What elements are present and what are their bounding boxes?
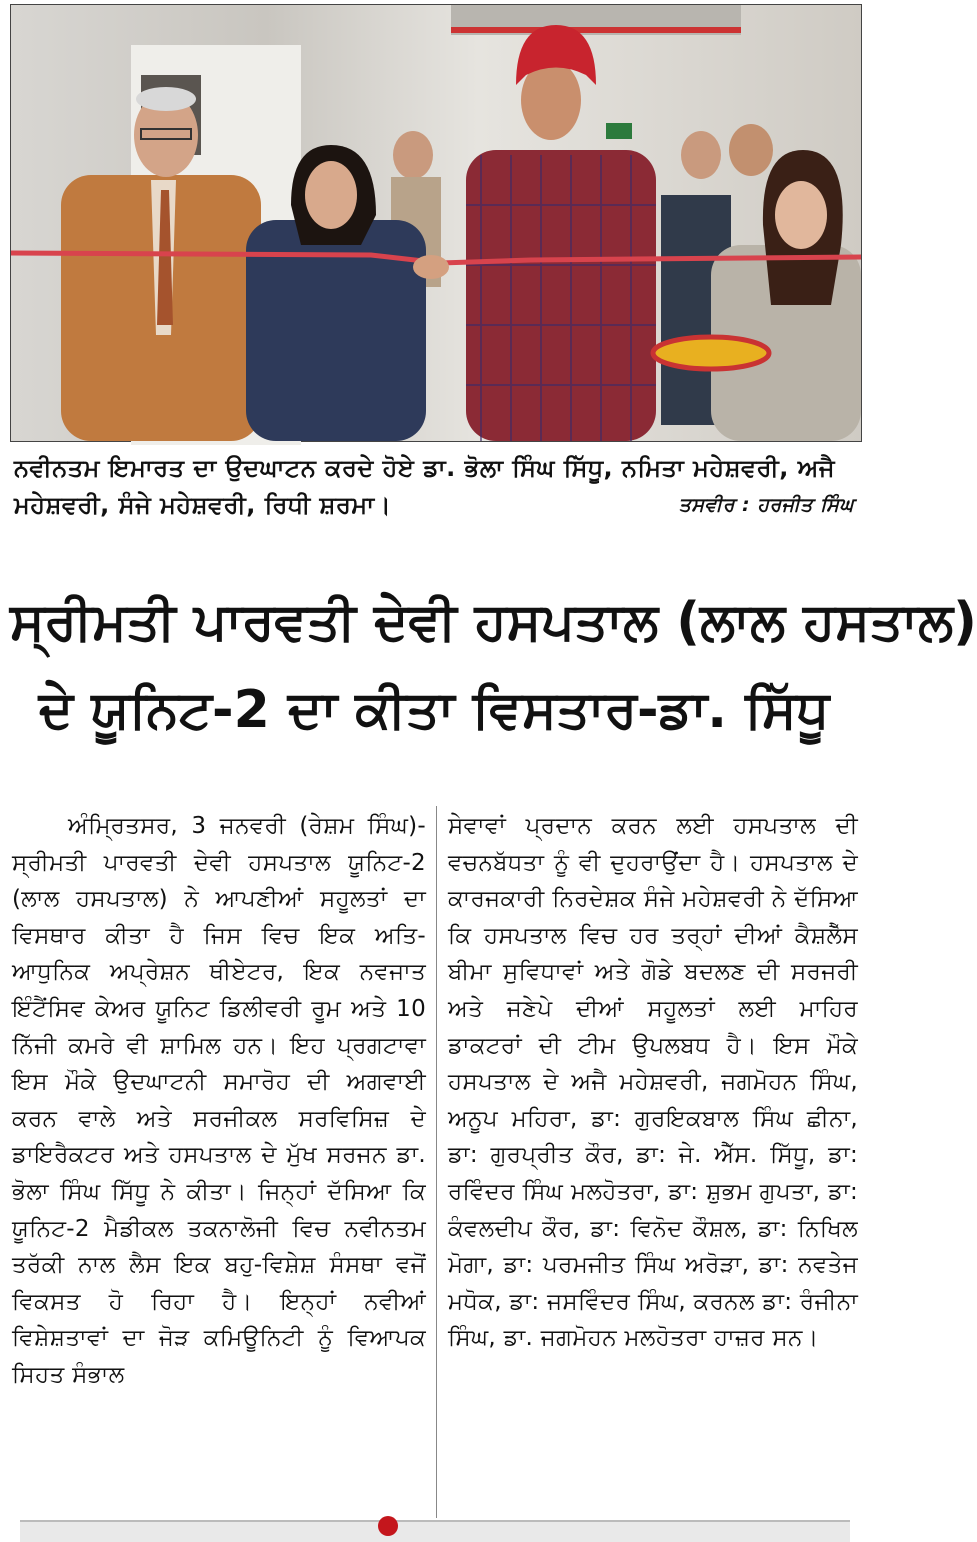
bg-person-head xyxy=(681,131,721,179)
hands-cutting-ribbon xyxy=(413,255,449,279)
ceiling-pipe xyxy=(451,27,741,33)
headline-line-2: ਦੇ ਯੂਨਿਟ-2 ਦਾ ਕੀਤਾ ਵਿਸਤਾਰ-ਡਾ. ਸਿੱਧੂ xyxy=(38,680,830,740)
photo-illustration xyxy=(11,5,861,441)
man-turban-coat xyxy=(466,150,656,441)
article-column-2: ਸੇਵਾਵਾਂ ਪ੍ਰਦਾਨ ਕਰਨ ਲਈ ਹਸਪਤਾਲ ਦੀ ਵਚਨਬੱਧਤਾ ਨੂੰ ਵੀ ਦੁਹਰਾਉਂਦਾ ਹੈ। ਹਸਪਤਾਲ ਦੇ ਕਾਰਜਕਾਰੀ ਨਿਰਦੇਸ਼ਕ ਸੰਜੇ ਮਹੇਸ਼ਵਰੀ ਨੇ ਦੱਸਿਆ ਕਿ ਹਸਪਤਾਲ ਵਿਚ ਹਰ ਤਰ੍ਹਾਂ ਦੀਆਂ ਕੈਸ਼ਲੈੱਸ ਬੀਮਾ ਸੁਵਿਧਾਵਾਂ ਅਤੇ ਗੋਡੇ ਬਦਲਣ ਦੀ ਸਰਜਰੀ ਅਤੇ ਜਣੇਪੇ ਦੀਆਂ ਸਹੂਲਤਾਂ ਲਈ ਮਾਹਿਰ ਡਾਕਟਰਾਂ ਦੀ ਟੀਮ ਉਪਲਬਧ ਹੈ। ਇਸ ਮੌਕੇ ਹਸਪਤਾਲ ਦੇ ਅਜੈ ਮਹੇਸ਼ਵਰੀ, ਜਗਮੋਹਨ ਸਿੰਘ, ਅਨੂਪ ਮਹਿਰਾ, ਡਾ: ਗੁਰਇਕਬਾਲ ਸਿੰਘ ਛੀਨਾ, ਡਾ: ਗੁਰਪ੍ਰੀਤ ਕੌਰ, ਡਾ: ਜੇ. ਐੱਸ. ਸਿੱਧੂ, ਡਾ: ਰਵਿੰਦਰ ਸਿੰਘ ਮਲਹੋਤਰਾ, ਡਾ: ਸ਼ੁਭਮ ਗੁਪਤਾ, ਡਾ: ਕੰਵਲਦੀਪ ਕੌਰ, ਡਾ: ਵਿਨੋਦ ਕੌਸ਼ਲ, ਡਾ: ਨਿਖਿਲ ਮੋਗਾ, ਡਾ: ਪਰਮਜੀਤ ਸਿੰਘ ਅਰੋੜਾ, ਡਾ: ਨਵਤੇਜ ਮਧੋਕ, ਡਾ: ਜਸਵਿੰਦਰ ਸਿੰਘ, ਕਰਨਲ ਡਾ: ਰੰਜੀਨਾ ਸਿੰਘ, ਡਾ. ਜਗਮੋਹਨ ਮਲਹੋਤਰਾ ਹਾਜ਼ਰ ਸਨ। xyxy=(448,813,858,1352)
caption-text: ਨਵੀਨਤਮ ਇਮਾਰਤ ਦਾ ਉਦਘਾਟਨ ਕਰਦੇ ਹੋਏ ਡਾ. ਭੋਲਾ ਸਿੰਘ ਸਿੱਧੂ, ਨਮਿਤਾ ਮਹੇਸ਼ਵਰੀ, ਅਜੈ ਮਹੇਸ਼ਵਰੀ, ਸੰਜੇ ਮਹੇਸ਼ਵਰੀ, ਰਿਧੀ ਸ਼ਰਮਾ। xyxy=(14,454,836,519)
exit-sign xyxy=(606,123,632,139)
man-left-hair xyxy=(136,87,196,111)
woman-right-face-front xyxy=(775,181,827,249)
column-divider xyxy=(436,806,437,1518)
news-photo xyxy=(10,4,862,442)
photo-credit: ਤਸਵੀਰ : ਹਰਜੀਤ ਸਿੰਘ xyxy=(678,494,854,516)
red-dot-icon xyxy=(378,1516,398,1536)
sweets-plate xyxy=(653,337,769,369)
bg-person-head xyxy=(393,131,433,179)
page-bottom-strip xyxy=(20,1520,850,1542)
headline xyxy=(10,578,977,754)
bg-person-head xyxy=(729,124,773,176)
headline-line-1: ਸ੍ਰੀਮਤੀ ਪਾਰਵਤੀ ਦੇਵੀ ਹਸਪਤਾਲ (ਲਾਲ ਹਸਤਾਲ) xyxy=(10,592,977,652)
article-column-1: ਅੰਮ੍ਰਿਤਸਰ, 3 ਜਨਵਰੀ (ਰੇਸ਼ਮ ਸਿੰਘ)- ਸ੍ਰੀਮਤੀ ਪਾਰਵਤੀ ਦੇਵੀ ਹਸਪਤਾਲ ਯੂਨਿਟ-2 (ਲਾਲ ਹਸਪਤਾਲ) ਨੇ ਆਪਣੀਆਂ ਸਹੂਲਤਾਂ ਦਾ ਵਿਸਥਾਰ ਕੀਤਾ ਹੈ ਜਿਸ ਵਿਚ ਇਕ ਅਤਿ-ਆਧੁਨਿਕ ਅਪ੍ਰੇਸ਼ਨ ਥੀਏਟਰ, ਇਕ ਨਵਜਾਤ ਇੰਟੈਂਸਿਵ ਕੇਅਰ ਯੂਨਿਟ ਡਿਲੀਵਰੀ ਰੂਮ ਅਤੇ 10 ਨਿੱਜੀ ਕਮਰੇ ਵੀ ਸ਼ਾਮਿਲ ਹਨ। ਇਹ ਪ੍ਰਗਟਾਵਾ ਇਸ ਮੌਕੇ ਉਦਘਾਟਨੀ ਸਮਾਰੋਹ ਦੀ ਅਗਵਾਈ ਕਰਨ ਵਾਲੇ ਅਤੇ ਸਰਜੀਕਲ ਸਰਵਿਸਿਜ਼ ਦੇ ਡਾਇਰੈਕਟਰ ਅਤੇ ਹਸਪਤਾਲ ਦੇ ਮੁੱਖ ਸਰਜਨ ਡਾ. ਭੋਲਾ ਸਿੰਘ ਸਿੱਧੂ ਨੇ ਕੀਤਾ। ਜਿਨ੍ਹਾਂ ਦੱਸਿਆ ਕਿ ਯੂਨਿਟ-2 ਮੈਡੀਕਲ ਤਕਨਾਲੋਜੀ ਵਿਚ ਨਵੀਨਤਮ ਤਰੱਕੀ ਨਾਲ ਲੈਸ ਇਕ ਬਹੁ-ਵਿਸ਼ੇਸ਼ ਸੰਸਥਾ ਵਜੋਂ ਵਿਕਸਤ ਹੋ ਰਿਹਾ ਹੈ। ਇਨ੍ਹਾਂ ਨਵੀਆਂ ਵਿਸ਼ੇਸ਼ਤਾਵਾਂ ਦਾ ਜੋੜ ਕਮਿਊਨਿਟੀ ਨੂੰ ਵਿਆਪਕ ਸਿਹਤ ਸੰਭਾਲ xyxy=(12,813,426,1388)
photo-caption xyxy=(14,450,854,524)
woman-centre-face-front xyxy=(305,161,357,229)
